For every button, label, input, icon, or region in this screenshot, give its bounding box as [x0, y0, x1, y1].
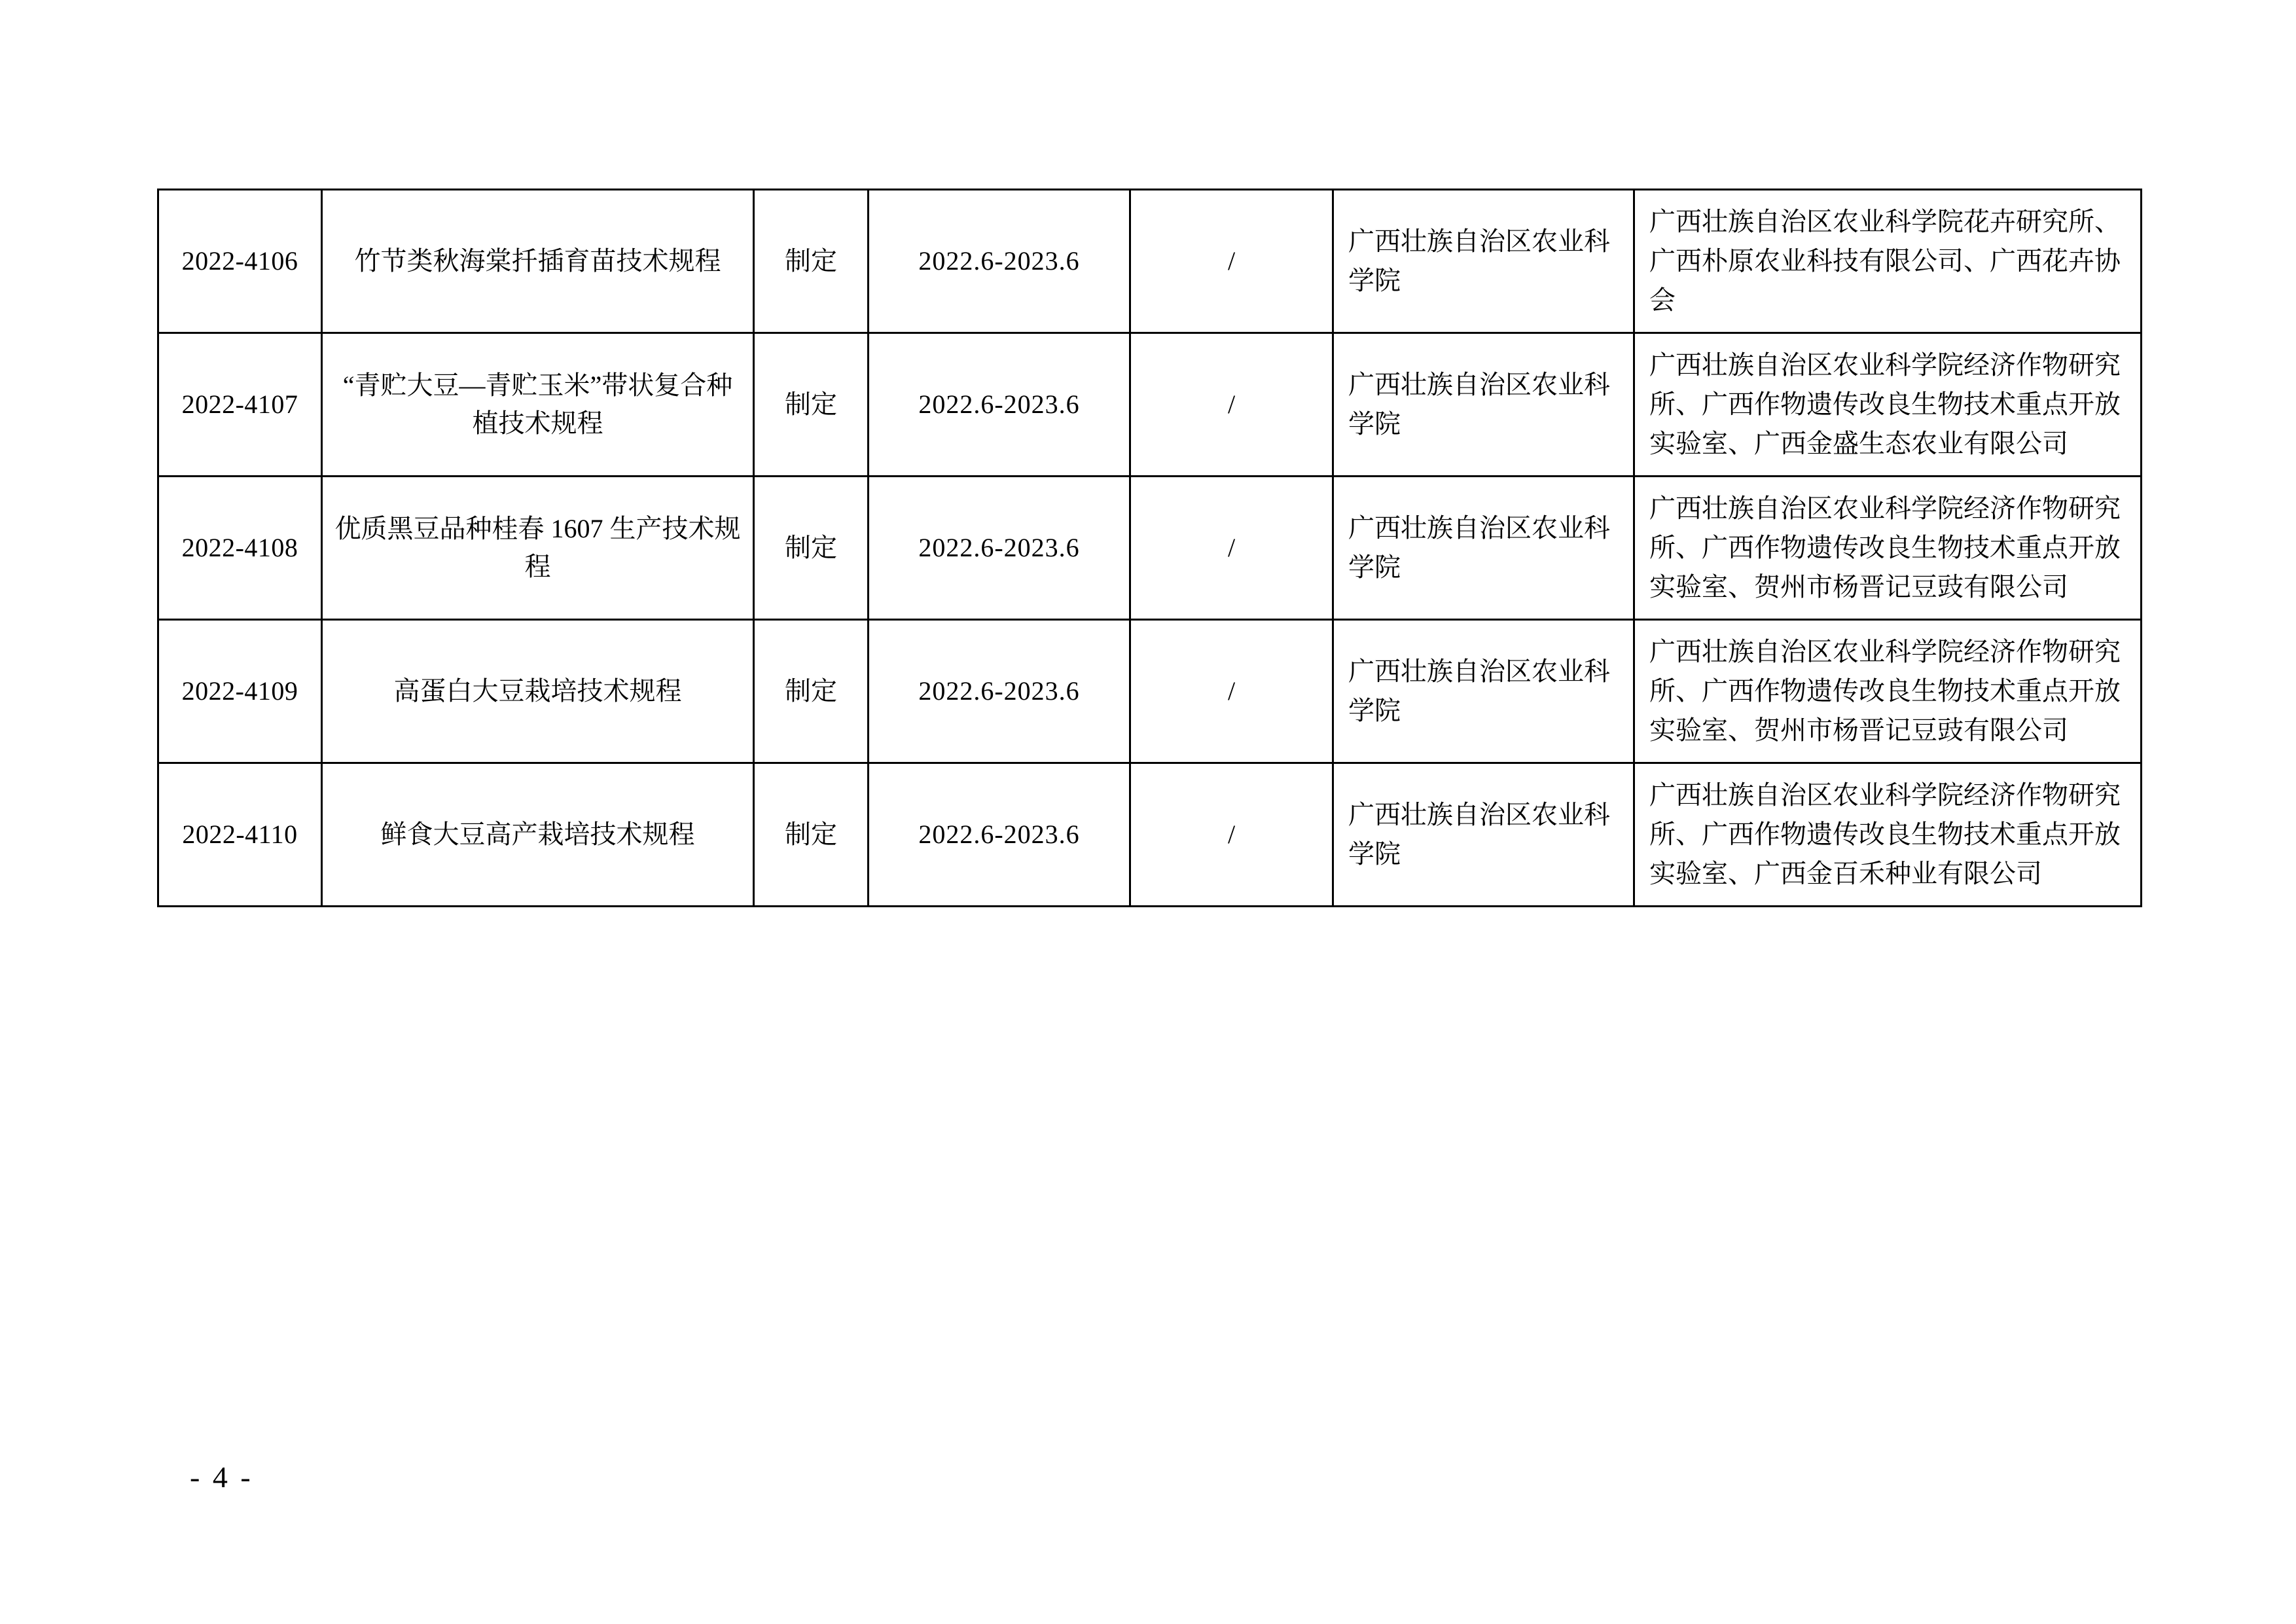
cell-note: /	[1130, 620, 1333, 763]
table-row	[158, 333, 2142, 477]
cell-units: 广西壮族自治区农业科学院经济作物研究所、广西作物遗传改良生物技术重点开放实验室、广西金盛生态农业有限公司	[1634, 333, 2142, 477]
cell-units: 广西壮族自治区农业科学院经济作物研究所、广西作物遗传改良生物技术重点开放实验室、贺州市杨晋记豆豉有限公司	[1634, 620, 2142, 763]
cell-note: /	[1130, 477, 1333, 620]
cell-note: /	[1130, 763, 1333, 907]
cell-type: 制定	[754, 333, 869, 477]
cell-code: 2022-4110	[158, 763, 322, 907]
table-row	[158, 190, 2142, 333]
cell-type: 制定	[754, 620, 869, 763]
standards-table	[157, 189, 2142, 907]
cell-title: 竹节类秋海棠扦插育苗技术规程	[322, 190, 754, 333]
cell-period: 2022.6-2023.6	[869, 763, 1130, 907]
cell-title: 高蛋白大豆栽培技术规程	[322, 620, 754, 763]
cell-code: 2022-4107	[158, 333, 322, 477]
cell-period: 2022.6-2023.6	[869, 620, 1130, 763]
cell-period: 2022.6-2023.6	[869, 333, 1130, 477]
cell-code: 2022-4108	[158, 477, 322, 620]
cell-type: 制定	[754, 190, 869, 333]
cell-title: 鲜食大豆高产栽培技术规程	[322, 763, 754, 907]
cell-organization: 广西壮族自治区农业科学院	[1333, 190, 1634, 333]
cell-organization: 广西壮族自治区农业科学院	[1333, 477, 1634, 620]
cell-units: 广西壮族自治区农业科学院经济作物研究所、广西作物遗传改良生物技术重点开放实验室、贺州市杨晋记豆豉有限公司	[1634, 477, 2142, 620]
cell-note: /	[1130, 190, 1333, 333]
cell-organization: 广西壮族自治区农业科学院	[1333, 333, 1634, 477]
cell-note: /	[1130, 333, 1333, 477]
cell-organization: 广西壮族自治区农业科学院	[1333, 763, 1634, 907]
table-row	[158, 763, 2142, 907]
cell-code: 2022-4109	[158, 620, 322, 763]
cell-title: 优质黑豆品种桂春 1607 生产技术规程	[322, 477, 754, 620]
cell-units: 广西壮族自治区农业科学院经济作物研究所、广西作物遗传改良生物技术重点开放实验室、广西金百禾种业有限公司	[1634, 763, 2142, 907]
page-number: - 4 -	[190, 1460, 253, 1494]
table-row	[158, 620, 2142, 763]
cell-organization: 广西壮族自治区农业科学院	[1333, 620, 1634, 763]
cell-title: “青贮大豆—青贮玉米”带状复合种植技术规程	[322, 333, 754, 477]
cell-type: 制定	[754, 477, 869, 620]
cell-code: 2022-4106	[158, 190, 322, 333]
cell-type: 制定	[754, 763, 869, 907]
cell-units: 广西壮族自治区农业科学院花卉研究所、广西朴原农业科技有限公司、广西花卉协会	[1634, 190, 2142, 333]
cell-period: 2022.6-2023.6	[869, 477, 1130, 620]
table-row	[158, 477, 2142, 620]
cell-period: 2022.6-2023.6	[869, 190, 1130, 333]
